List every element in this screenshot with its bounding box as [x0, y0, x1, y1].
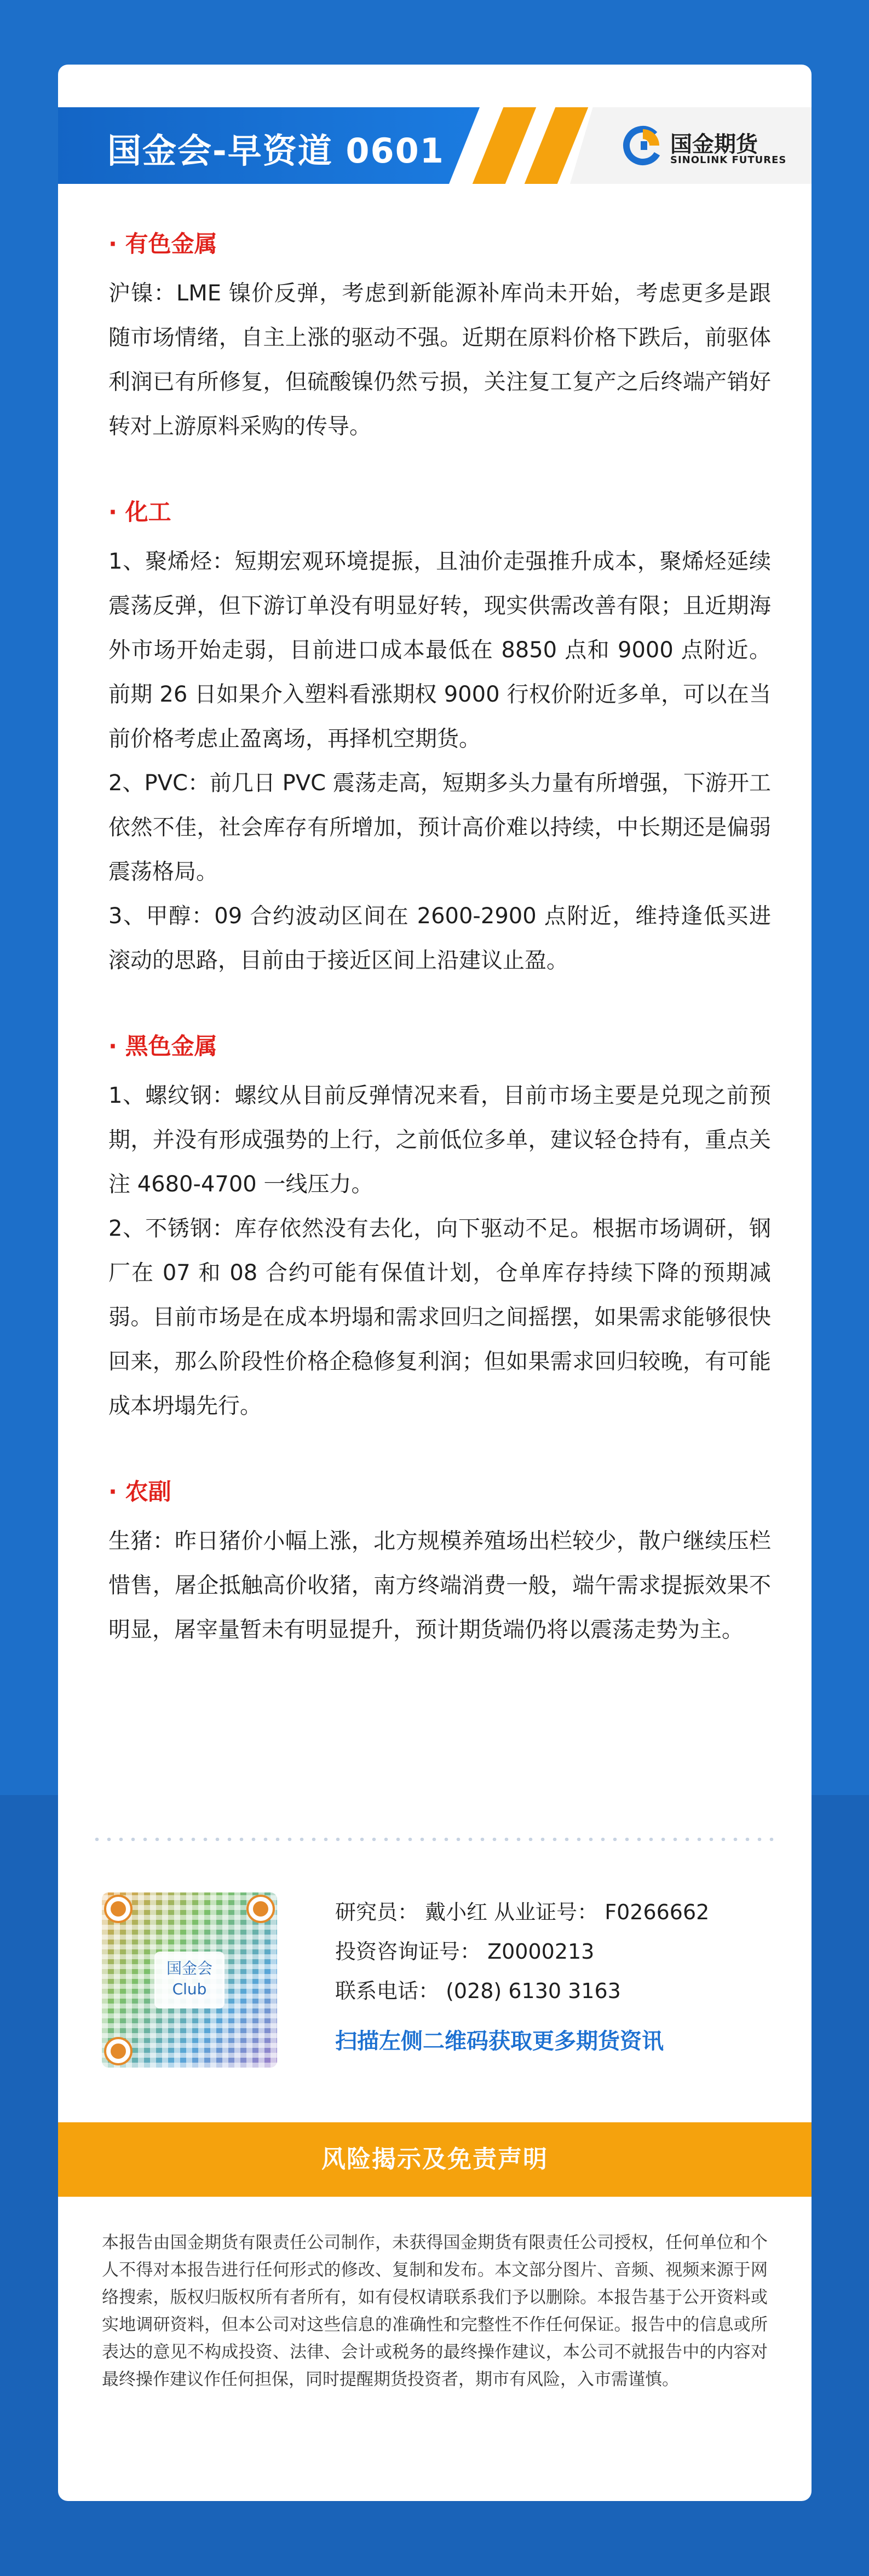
risk-disclosure-banner: [58, 2122, 812, 2197]
section-title: · 农副: [108, 1478, 171, 1505]
qr-finder-icon: [106, 1897, 130, 1921]
phone-line: 联系电话： (028) 6130 3163: [335, 1979, 621, 2003]
section-title: · 化工: [108, 499, 171, 525]
logo-text-en: SINOLINK FUTURES: [670, 154, 787, 166]
contact-info: [335, 1892, 784, 2061]
section-paragraph: 1、聚烯烃：短期宏观环境提振，且油价走强推升成本，聚烯烃延续震荡反弹，但下游订单没有明显好转，现实供需改善有限；且近期海外市场开始走弱，目前进口成本最低在 8850 点和 9000 点附近。前期 26 日如果介入塑料看涨期权 9000 行权价附近多单，可以在当前价格考虑止盈离场，再择机空期货。: [108, 549, 771, 751]
section-paragraph: 2、不锈钢：库存依然没有去化，向下驱动不足。根据市场调研，钢厂在 07 和 08 合约可能有保值计划，仓单库存持续下降的预期减弱。目前市场是在成本坍塌和需求回归之间摇摆，如果需求能够很快回来，那么阶段性价格企稳修复利润；但如果需求回归较晚，有可能成本坍塌先行。: [108, 1216, 771, 1419]
sinolink-logo-icon: [622, 125, 664, 166]
section-chemical: [108, 497, 771, 983]
qr-finder-icon: [106, 2039, 130, 2063]
researcher-line: 研究员： 戴小红 从业证号： F0266662: [335, 1900, 710, 1924]
disclaimer-text: 本报告由国金期货有限责任公司制作，未获得国金期货有限责任公司授权，任何单位和个人不得对本报告进行任何形式的修改、复制和发布。本文部分图片、音频、视频来源于网络搜索，版权归版权所有者所有，如有侵权请联系我们予以删除。本报告基于公开资料或实地调研资料，但本公司对这些信息的准确性和完整性不作任何保证。报告中的信息或所表达的意见不构成投资、法律、会计或税务的最终操作建议，本公司不就报告中的内容对最终操作建议作任何担保，同时提醒期货投资者，期市有风险，入市需谨慎。: [102, 2233, 768, 2389]
section-paragraph: 生猪：昨日猪价小幅上涨，北方规模养殖场出栏较少，散户继续压栏惜售，屠企抵触高价收猪，南方终端消费一般，端午需求提振效果不明显，屠宰量暂未有明显提升，预计期货端仍将以震荡走势为主。: [108, 1529, 771, 1642]
accent-stripe: [473, 107, 537, 184]
section-title: · 有色金属: [108, 230, 217, 257]
qr-code[interactable]: [102, 1892, 277, 2068]
qr-call-to-action: 扫描左侧二维码获取更多期货资讯: [335, 2029, 664, 2054]
header-banner: [58, 107, 812, 184]
risk-disclosure-title: 风险揭示及免责声明: [321, 2145, 548, 2173]
section-ferrous: [108, 1031, 771, 1428]
qr-finder-icon: [249, 1897, 273, 1921]
section-title: · 黑色金属: [108, 1033, 217, 1060]
report-content: [108, 229, 771, 1700]
section-paragraph: 2、PVC：前几日 PVC 震荡走高，短期多头力量有所增强，下游开工依然不佳，社会库存有所增加，预计高价难以持续，中长期还是偏弱震荡格局。: [108, 771, 771, 884]
dotted-divider: [91, 1838, 779, 1841]
section-nonferrous: [108, 229, 771, 449]
section-agriculture: [108, 1477, 771, 1652]
logo-text-cn: 国金期货: [670, 132, 758, 157]
advisory-cert-line: 投资咨询证号： Z0000213: [335, 1940, 595, 1964]
page-title: 国金会-早资道 0601: [107, 131, 445, 171]
qr-label-line: Club: [172, 1980, 207, 1998]
qr-label-line: 国金会: [166, 1959, 212, 1977]
section-paragraph: 1、螺纹钢：螺纹从目前反弹情况来看，目前市场主要是兑现之前预期，并没有形成强势的上行，之前低位多单，建议轻仓持有，重点关注 4680-4700 一线压力。: [108, 1083, 771, 1197]
report-card: [58, 65, 812, 2501]
qr-center-label: [154, 1952, 225, 2008]
section-paragraph: 沪镍：LME 镍价反弹，考虑到新能源补库尚未开始，考虑更多是跟随市场情绪，自主上涨的驱动不强。近期在原料价格下跌后，前驱体利润已有所修复，但硫酸镍仍然亏损，关注复工复产之后终端产销好转对上游原料采购的传导。: [108, 281, 771, 439]
section-paragraph: 3、甲醇：09 合约波动区间在 2600-2900 点附近，维持逢低买进滚动的思路，目前由于接近区间上沿建议止盈。: [108, 904, 771, 973]
